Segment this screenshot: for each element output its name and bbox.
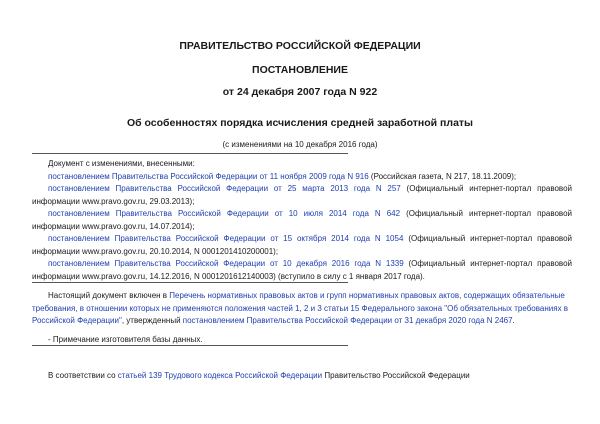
decree-2467-link[interactable]: постановлением Правительства Российской Федерации от 31 декабря 2020 года N 2467 bbox=[182, 316, 513, 325]
change-cont-5: информации www.pravo.gov.ru, 14.12.2016, N 0001201612140003) (вступило в силу с 1 января 2017 года). bbox=[32, 271, 425, 281]
change-item-4 bbox=[32, 233, 572, 246]
change-source-4: (Официальный интернет-портал правовой bbox=[403, 234, 572, 243]
change-source-2: (Официальный интернет-портал правовой bbox=[400, 184, 572, 193]
divider-bottom bbox=[32, 345, 348, 346]
government-heading: ПРАВИТЕЛЬСТВО РОССИЙСКОЙ ФЕДЕРАЦИИ bbox=[179, 40, 421, 52]
change-cont-4: информации www.pravo.gov.ru, 20.10.2014, N 0001201410200001); bbox=[32, 246, 279, 256]
change-item-2 bbox=[32, 183, 572, 196]
inclusion-line-2 bbox=[32, 303, 572, 316]
change-item-5 bbox=[32, 258, 572, 271]
change-link-3[interactable]: постановлением Правительства Российской Федерации от 10 июля 2014 года N 642 bbox=[48, 209, 401, 218]
document-title: Об особенностях порядка исчисления средней заработной платы bbox=[126, 117, 474, 129]
divider-middle bbox=[32, 282, 348, 283]
doc-type-heading: ПОСТАНОВЛЕНИЕ bbox=[252, 64, 348, 76]
change-link-5[interactable]: постановлением Правительства Российской Федерации от 10 декабря 2016 года N 1339 bbox=[48, 259, 404, 268]
inclusion-line-1 bbox=[32, 290, 572, 303]
perechen-link-end[interactable]: Российской Федерации" bbox=[32, 316, 122, 325]
producer-note: - Примечание изготовителя базы данных. bbox=[48, 335, 203, 344]
inclusion-end: . bbox=[512, 316, 515, 325]
changes-block bbox=[32, 158, 572, 283]
labor-code-link[interactable]: статьей 139 Трудового кодекса Российской Федерации bbox=[117, 371, 323, 380]
change-item-3 bbox=[32, 208, 572, 221]
body-prefix: В соответствии со bbox=[48, 371, 118, 380]
changes-intro: Документ с изменениями, внесенными: bbox=[48, 159, 195, 168]
change-cont-2: информации www.pravo.gov.ru, 29.03.2013); bbox=[32, 196, 195, 206]
inclusion-block bbox=[32, 290, 572, 328]
date-number-heading: от 24 декабря 2007 года N 922 bbox=[222, 86, 378, 98]
body-suffix: Правительство Российской Федерации bbox=[322, 371, 470, 380]
divider-top bbox=[32, 153, 348, 154]
inclusion-prefix: Настоящий документ включен в bbox=[48, 291, 170, 300]
change-source-5: (Официальный интернет-портал правовой bbox=[403, 259, 572, 268]
change-item-1 bbox=[32, 171, 572, 184]
change-cont-3: информации www.pravo.gov.ru, 14.07.2014); bbox=[32, 221, 195, 231]
amendment-note: (с изменениями на 10 декабря 2016 года) bbox=[222, 140, 378, 149]
inclusion-line-3 bbox=[32, 315, 572, 328]
body-block bbox=[32, 370, 572, 383]
change-link-1[interactable]: постановлением Правительства Российской Федерации от 11 ноября 2009 года N 916 bbox=[48, 171, 369, 181]
change-link-4[interactable]: постановлением Правительства Российской Федерации от 15 октября 2014 года N 1054 bbox=[48, 234, 404, 243]
change-source-3: (Официальный интернет-портал правовой bbox=[400, 209, 572, 218]
perechen-link[interactable]: Перечень нормативных правовых актов и групп нормативных правовых актов, содержащих обязательные bbox=[169, 291, 565, 300]
change-source-1: (Российская газета, N 217, 18.11.2009); bbox=[368, 171, 517, 181]
inclusion-middle: , утвержденный bbox=[121, 316, 183, 325]
change-link-2[interactable]: постановлением Правительства Российской Федерации от 25 марта 2013 года N 257 bbox=[48, 184, 401, 193]
perechen-link-cont[interactable]: требования, в отношении которых не применяются положения частей 1, 2 и 3 статьи 15 Федерального закона "Об обязательных требованиях в bbox=[32, 303, 569, 313]
body-paragraph bbox=[32, 370, 572, 383]
